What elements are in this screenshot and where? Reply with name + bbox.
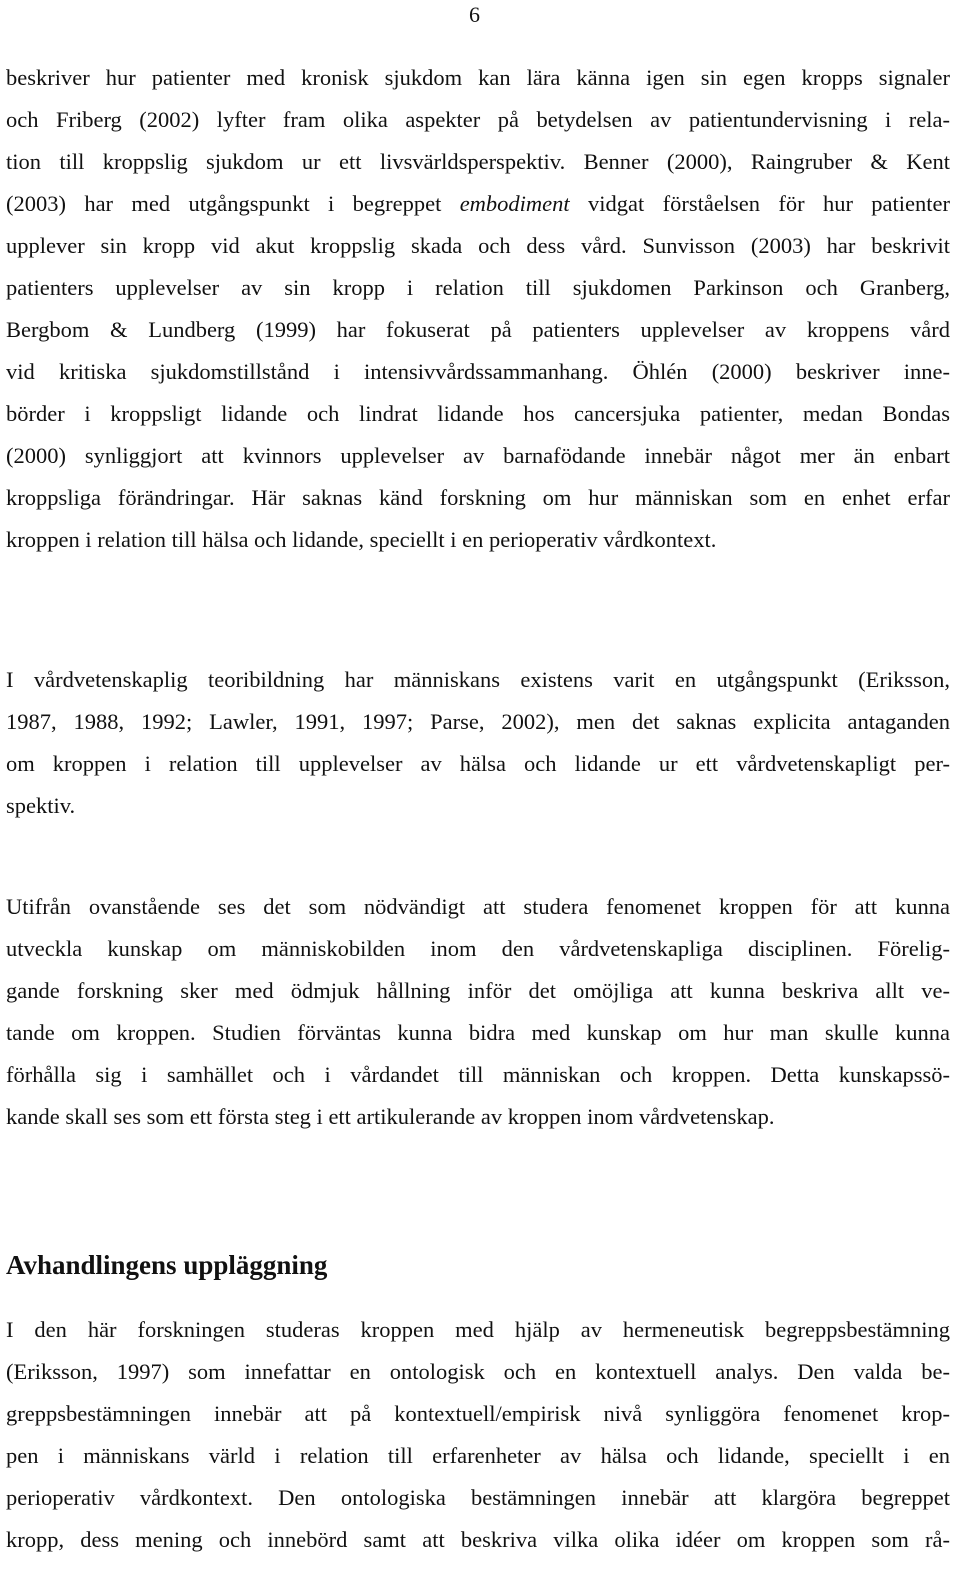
text-line: (Eriksson, 1997) som innefattar en ontologisk och en kontextuell analys. Den valda be- xyxy=(6,1359,950,1384)
text-line: om kroppen i relation till upplevelser av hälsa och lidande ur ett vårdvetenskapligt per- xyxy=(6,751,950,776)
text-line: kroppsliga förändringar. Här saknas känd forskning om hur människan som en enhet erfar xyxy=(6,485,950,510)
text-run: vidgat förståelsen för hur patienter xyxy=(569,191,950,216)
paragraph-1 xyxy=(6,57,950,561)
text-line: patienters upplevelser av sin kropp i relation till sjukdomen Parkinson och Granberg, xyxy=(6,275,950,300)
text-line: I den här forskningen studeras kroppen med hjälp av hermeneutisk begreppsbestämning xyxy=(6,1317,950,1342)
text-line: perioperativ vårdkontext. Den ontologiska bestämningen innebär att klargöra begreppet xyxy=(6,1485,950,1510)
text-line: utveckla kunskap om människobilden inom den vårdvetenskapliga disciplinen. Förelig- xyxy=(6,936,950,961)
text-line: I vårdvetenskaplig teoribildning har människans existens varit en utgångspunkt (Eriksson, xyxy=(6,667,950,692)
text-line: börder i kroppsligt lidande och lindrat lidande hos cancersjuka patienter, medan Bondas xyxy=(6,401,950,426)
text-line: Bergbom & Lundberg (1999) har fokuserat på patienters upplevelser av kroppens vård xyxy=(6,317,950,342)
text-line: kropp, dess mening och innebörd samt att beskriva vilka olika idéer om kroppen som rå- xyxy=(6,1527,950,1552)
text-line: greppsbestämningen innebär att på kontextuell/empirisk nivå synliggöra fenomenet krop- xyxy=(6,1401,950,1426)
text-line: kroppen i relation till hälsa och lidande, speciellt i en perioperativ vårdkontext. xyxy=(6,527,717,552)
text-line: gande forskning sker med ödmjuk hållning inför det omöjliga att kunna beskriva allt ve- xyxy=(6,978,950,1003)
text-line: beskriver hur patienter med kronisk sjukdom kan lära känna igen sin egen kropps signaler xyxy=(6,65,950,90)
text-line: och Friberg (2002) lyfter fram olika aspekter på betydelsen av patientundervisning i rela- xyxy=(6,107,950,132)
paragraph-2 xyxy=(6,659,950,827)
text-line: tande om kroppen. Studien förväntas kunna bidra med kunskap om hur man skulle kunna xyxy=(6,1020,950,1045)
text-line xyxy=(6,183,950,225)
text-line: (2000) synliggjort att kvinnors upplevelser av barnafödande innebär något mer än enbart xyxy=(6,443,950,468)
italic-term: embodiment xyxy=(459,191,570,216)
text-run: (2003) har med utgångspunkt i begreppet xyxy=(6,191,460,216)
text-line: förhålla sig i samhället och i vårdandet till människan och kroppen. Detta kunskapssö- xyxy=(6,1062,950,1087)
page-number: 6 xyxy=(469,2,480,27)
text-line: vid kritiska sjukdomstillstånd i intensivvårdssammanhang. Öhlén (2000) beskriver inne- xyxy=(6,359,950,384)
paragraph-3 xyxy=(6,886,950,1138)
text-line: 1987, 1988, 1992; Lawler, 1991, 1997; Parse, 2002), men det saknas explicita antaganden xyxy=(6,709,950,734)
text-line: tion till kroppslig sjukdom ur ett livsvärldsperspektiv. Benner (2000), Raingruber & Kent xyxy=(6,149,950,174)
text-line: spektiv. xyxy=(6,793,76,818)
text-line: upplever sin kropp vid akut kroppslig skada och dess vård. Sunvisson (2003) har beskrivit xyxy=(6,233,950,258)
text-line: kande skall ses som ett första steg i ett artikulerande av kroppen inom vårdvetenskap. xyxy=(6,1104,775,1129)
text-line: Utifrån ovanstående ses det som nödvändigt att studera fenomenet kroppen för att kunna xyxy=(6,894,950,919)
section-paragraph xyxy=(6,1309,950,1561)
text-line: pen i människans värld i relation till erfarenheter av hälsa och lidande, speciellt i en xyxy=(6,1443,950,1468)
section-heading: Avhandlingens uppläggning xyxy=(6,1250,328,1280)
